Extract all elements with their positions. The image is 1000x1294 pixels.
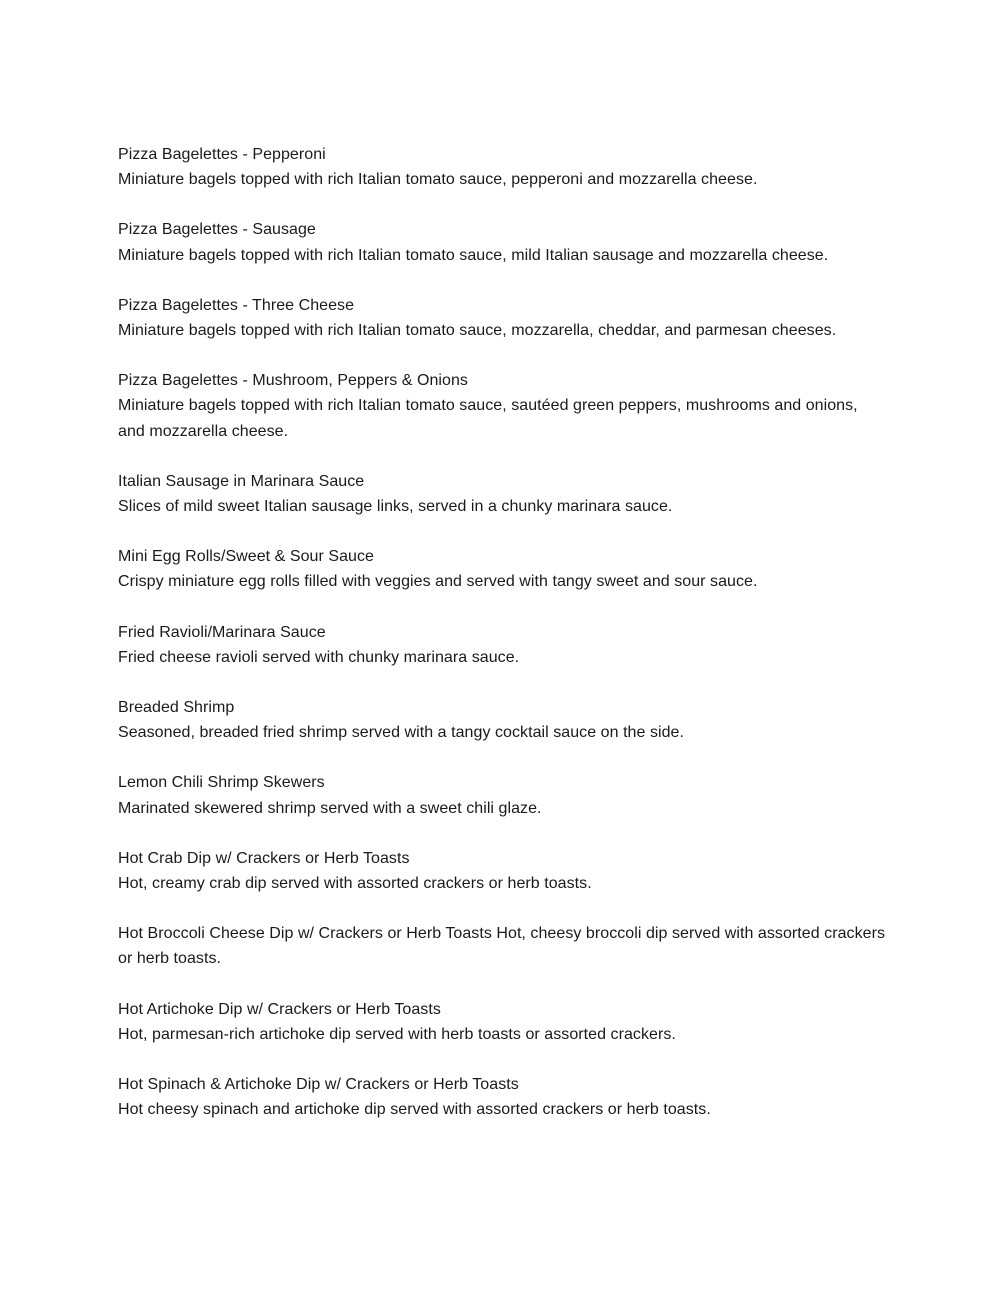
item-description: Miniature bagels topped with rich Italian tomato sauce, pepperoni and mozzarella cheese. xyxy=(118,171,758,189)
menu-item-pizza-bagelettes-pepperoni xyxy=(118,142,888,192)
item-title: Mini Egg Rolls/Sweet & Sour Sauce xyxy=(118,548,374,566)
menu-item-pizza-bagelettes-sausage xyxy=(118,217,888,267)
item-combined-text: Hot Broccoli Cheese Dip w/ Crackers or Herb Toasts Hot, cheesy broccoli dip served with assorted crackers or herb toasts. xyxy=(118,925,886,968)
item-description: Crispy miniature egg rolls filled with veggies and served with tangy sweet and sour sauce. xyxy=(118,573,758,591)
item-title: Pizza Bagelettes - Sausage xyxy=(118,221,316,239)
item-title: Hot Crab Dip w/ Crackers or Herb Toasts xyxy=(118,849,410,867)
item-title: Fried Ravioli/Marinara Sauce xyxy=(118,623,326,641)
item-title: Hot Artichoke Dip w/ Crackers or Herb Toasts xyxy=(118,1000,441,1018)
item-description: Hot, parmesan-rich artichoke dip served with herb toasts or assorted crackers. xyxy=(118,1025,676,1043)
item-description: Marinated skewered shrimp served with a sweet chili glaze. xyxy=(118,799,542,817)
item-title: Lemon Chili Shrimp Skewers xyxy=(118,774,325,792)
menu-item-italian-sausage xyxy=(118,469,888,519)
menu-item-breaded-shrimp xyxy=(118,695,888,745)
item-description: Fried cheese ravioli served with chunky marinara sauce. xyxy=(118,648,520,666)
item-title: Pizza Bagelettes - Pepperoni xyxy=(118,146,326,163)
item-description: Hot cheesy spinach and artichoke dip served with assorted crackers or herb toasts. xyxy=(118,1101,711,1119)
menu-item-hot-crab-dip xyxy=(118,846,888,896)
menu-item-pizza-bagelettes-three-cheese xyxy=(118,293,888,343)
menu-item-hot-spinach-artichoke-dip xyxy=(118,1072,888,1122)
item-description: Miniature bagels topped with rich Italian tomato sauce, mozzarella, cheddar, and parmesan cheeses. xyxy=(118,322,837,340)
item-title: Hot Spinach & Artichoke Dip w/ Crackers or Herb Toasts xyxy=(118,1076,519,1094)
item-title: Italian Sausage in Marinara Sauce xyxy=(118,472,365,490)
item-description: Slices of mild sweet Italian sausage links, served in a chunky marinara sauce. xyxy=(118,498,673,516)
menu-item-mini-egg-rolls xyxy=(118,544,888,594)
item-description: Miniature bagels topped with rich Italian tomato sauce, mild Italian sausage and mozzarella cheese. xyxy=(118,246,829,264)
menu-item-fried-ravioli xyxy=(118,620,888,670)
item-title: Pizza Bagelettes - Three Cheese xyxy=(118,296,355,314)
menu-item-pizza-bagelettes-mushroom xyxy=(118,368,888,444)
menu-item-hot-broccoli-cheese-dip xyxy=(118,921,888,971)
item-description: Hot, creamy crab dip served with assorted crackers or herb toasts. xyxy=(118,875,592,893)
menu-document xyxy=(118,142,888,1147)
menu-item-lemon-chili-shrimp xyxy=(118,770,888,820)
menu-item-hot-artichoke-dip xyxy=(118,997,888,1047)
item-description: Seasoned, breaded fried shrimp served with a tangy cocktail sauce on the side. xyxy=(118,724,685,742)
item-description: Miniature bagels topped with rich Italian tomato sauce, sautéed green peppers, mushrooms and onions, and mozzarella cheese. xyxy=(118,397,858,440)
item-title: Pizza Bagelettes - Mushroom, Peppers & Onions xyxy=(118,372,468,390)
item-title: Breaded Shrimp xyxy=(118,699,235,717)
